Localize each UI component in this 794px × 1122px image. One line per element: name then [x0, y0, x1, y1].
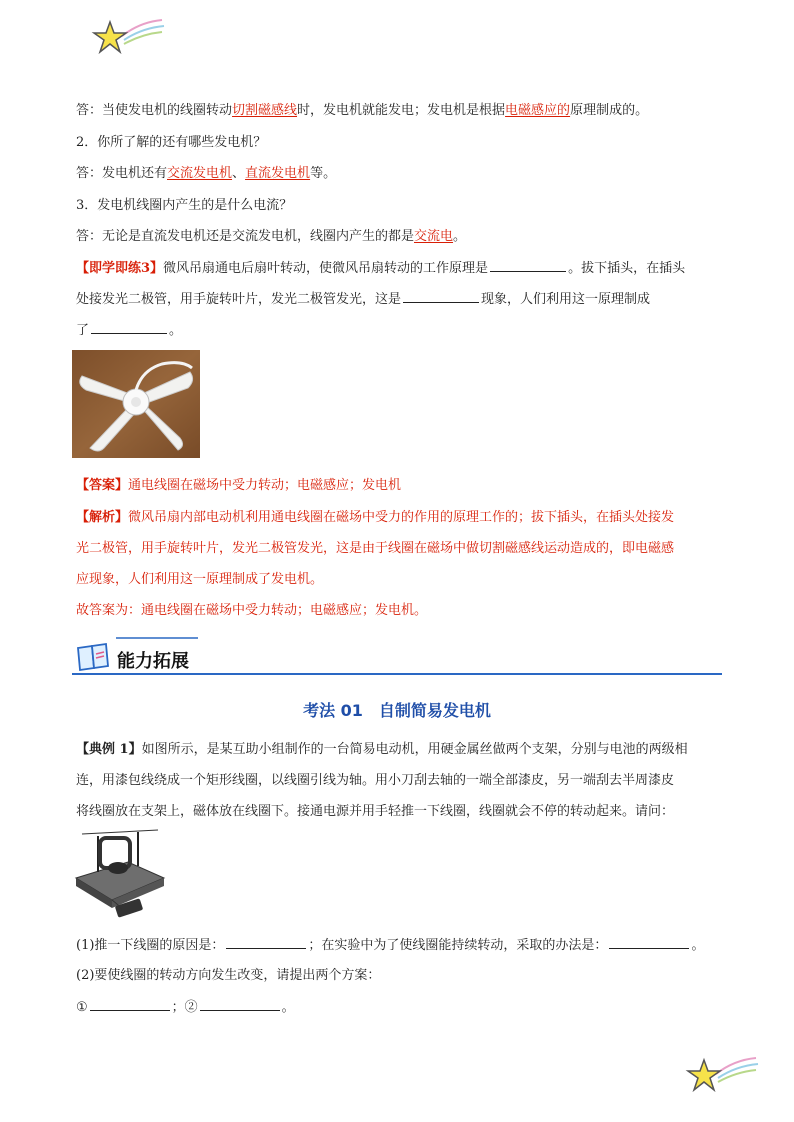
example1-line1: 【典例 1】如图所示，是某互助小组制作的一台简易电动机，用硬金属丝做两个支架，分别与电池的两级相 [76, 742, 688, 757]
book-icon [74, 640, 114, 674]
example1-line3: 将线圈放在支架上，磁体放在线圈下。接通电源并用手轻推一下线圈，线圈就会不停的转动起来。请问： [76, 804, 675, 819]
kaofa-title: 自制简易发电机 [378, 701, 491, 720]
example1-sub2: (2)要使线圈的转动方向发生改变，请提出两个方案： [76, 968, 381, 983]
motor-icon [72, 822, 168, 920]
kaofa-heading [0, 698, 794, 721]
star-decoration-bottom-icon [684, 1052, 764, 1097]
blank-reason[interactable] [226, 935, 306, 949]
question-3: 3．发电机线圈内产生的是什么电流？ [76, 198, 293, 213]
example1-sub3: ① ；② 。 [76, 997, 295, 1018]
blank-plan-2[interactable] [200, 997, 280, 1011]
answer-3: 答：无论是直流发电机还是交流发电机，线圈内产生的都是交流电。 [76, 229, 467, 244]
blank-principle[interactable] [490, 258, 566, 272]
practice3-analysis-line3: 应现象，人们利用这一原理制成了发电机。 [76, 572, 324, 587]
prev-answer-line: 答：当使发电机的线圈转动切割磁感线时，发电机就能发电；发电机是根据电磁感应的原理制成的。 [76, 103, 649, 118]
practice3-analysis-line1: 【解析】微风吊扇内部电动机利用通电线圈在磁场中受力的作用的原理工作的；拔下插头，在插头处接发 [76, 510, 675, 525]
blank-device[interactable] [91, 320, 167, 334]
example1-line2: 连，用漆包线绕成一个矩形线圈，以线圈引线为轴。用小刀刮去轴的一端全部漆皮，另一端刮去半周漆皮 [76, 773, 675, 788]
question-2: 2．你所了解的还有哪些发电机？ [76, 135, 267, 150]
section-title: 能力拓展 [117, 651, 189, 672]
simple-motor-photo [72, 822, 168, 920]
practice3-line2: 处接发光二极管，用手旋转叶片，发光二极管发光，这是 现象，人们利用这一原理制成 [76, 289, 650, 310]
practice3-analysis-line2: 光二极管，用手旋转叶片，发光二极管发光，这是由于线圈在磁场中做切割磁感线运动造成的，即电磁感 [76, 541, 675, 556]
star-decoration-top-icon [90, 14, 170, 59]
kaofa-number: 考法 01 [303, 701, 363, 720]
practice3-answer: 【答案】通电线圈在磁场中受力转动；电磁感应；发电机 [76, 478, 402, 493]
blank-phenomenon[interactable] [403, 289, 479, 303]
ceiling-fan-photo [72, 350, 200, 458]
blank-method[interactable] [609, 935, 689, 949]
example1-sub1: (1)推一下线圈的原因是： ；在实验中为了使线圈能持续转动，采取的办法是： 。 [76, 935, 704, 956]
answer-2: 答：发电机还有交流发电机、直流发电机等。 [76, 166, 337, 181]
fan-icon [72, 350, 200, 458]
blank-plan-1[interactable] [90, 997, 170, 1011]
practice3-line1: 【即学即练3】微风吊扇通电后扇叶转动，使微风吊扇转动的工作原理是 。拔下插头，在插头 [76, 258, 685, 279]
practice3-final-answer: 故答案为：通电线圈在磁场中受力转动；电磁感应；发电机。 [76, 603, 428, 618]
practice3-line3: 了 。 [76, 320, 182, 341]
